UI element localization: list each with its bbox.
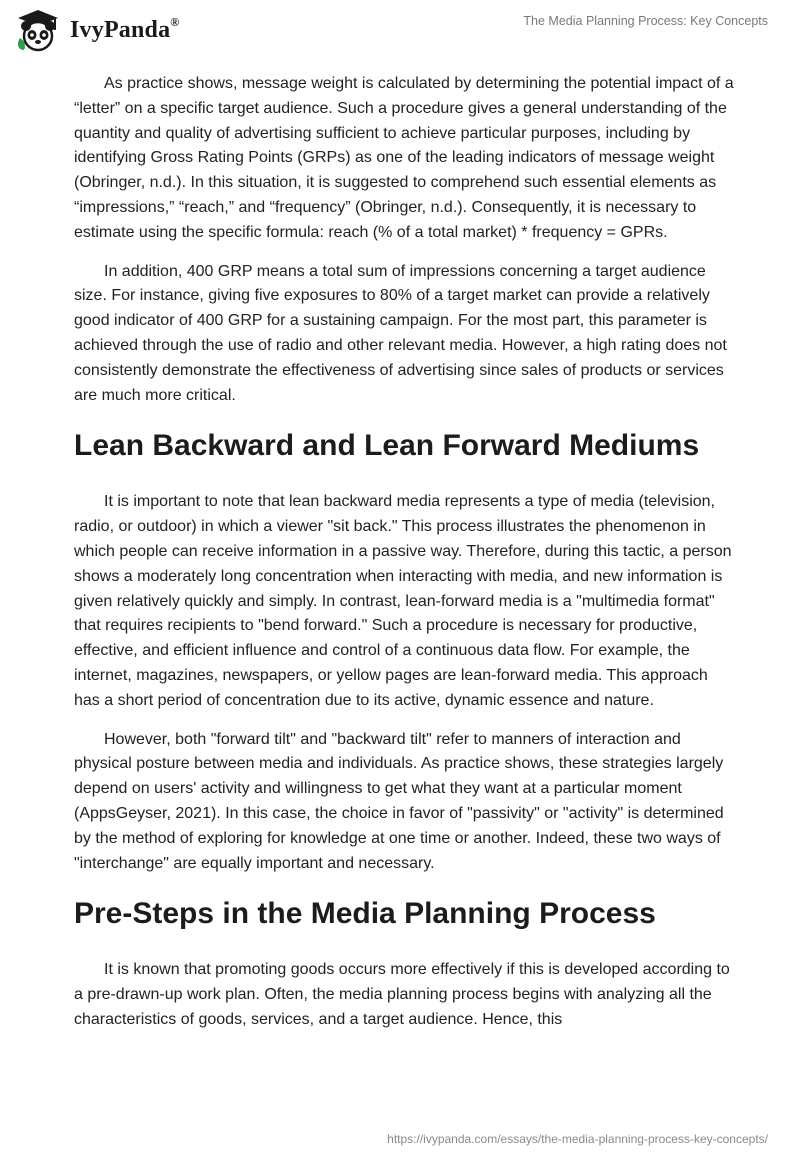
paragraph: In addition, 400 GRP means a total sum of impressions concerning a target audience size. For instance, giving five exposures to 80% of a target market can provide a relatively good indicator of 400 GRP for a sustaining campaign. For the most part, this parameter is achieved through the use of radio and other relevant media. However, a high rating does not consistently demonstrate the effectiveness of advertising since sales of products or services are much more critical. xyxy=(74,262,727,404)
paragraph: However, both "forward tilt" and "backward tilt" refer to manners of interaction and physical posture between media and individuals. As practice shows, these strategies largely depend on users' activity and willingness to get what they want at a particular moment (AppsGeyser, 2021). In this case, the choice in favor of "passivity" or "activity" is determined by the method of exploring for knowledge at one time or another. Indeed, these two ways of "interchange" are equally important and necessary. xyxy=(74,730,724,872)
essay-content xyxy=(74,72,734,1047)
document-title: The Media Planning Process: Key Concepts xyxy=(523,14,768,28)
ivypanda-logo[interactable] xyxy=(14,8,179,52)
brand-name: IvyPanda® xyxy=(70,14,180,43)
paragraph: As practice shows, message weight is calculated by determining the potential impact of a “letter” on a specific target audience. Such a procedure gives a general understanding of the quantity and quality of advertising sufficient to achieve particular purposes, including by identifying Gross Rating Points (GRPs) as one of the leading indicators of message weight (Obringer, n.d.). In this situation, it is suggested to comprehend such essential elements as “impressions,” “reach,” and “frequency” (Obringer, n.d.). Consequently, it is necessary to estimate using the specific formula: reach (% of a total market) * frequency = GPRs. xyxy=(74,75,734,241)
ivypanda-logo-icon xyxy=(14,8,62,52)
source-url[interactable]: https://ivypanda.com/essays/the-media-planning-process-key-concepts/ xyxy=(387,1132,768,1146)
paragraph: It is known that promoting goods occurs more effectively if this is developed according to a pre-drawn-up work plan. Often, the media planning process begins with analyzing all the characteristics of goods, services, and a target audience. Hence, this xyxy=(74,961,730,1028)
registered-mark: ® xyxy=(170,14,180,29)
page-header xyxy=(0,0,800,60)
section-heading: Lean Backward and Lean Forward Mediums xyxy=(74,429,700,463)
section-heading: Pre-Steps in the Media Planning Process xyxy=(74,897,656,931)
paragraph: It is important to note that lean backward media represents a type of media (television, radio, or outdoor) in which a viewer "sit back." This process illustrates the phenomenon in which people can receive information in a passive way. Therefore, during this tactic, a person shows a moderately long concentration when interacting with media, and new information is given relatively quickly and simply. In contrast, lean-forward media is a "multimedia format" that requires recipients to "bend forward." Such a procedure is necessary for productive, effective, and efficient influence and control of a continuous data flow. For example, the internet, magazines, newspapers, or yellow pages are lean-forward media. This approach has a short period of concentration due to its active, dynamic essence and nature. xyxy=(74,493,732,709)
